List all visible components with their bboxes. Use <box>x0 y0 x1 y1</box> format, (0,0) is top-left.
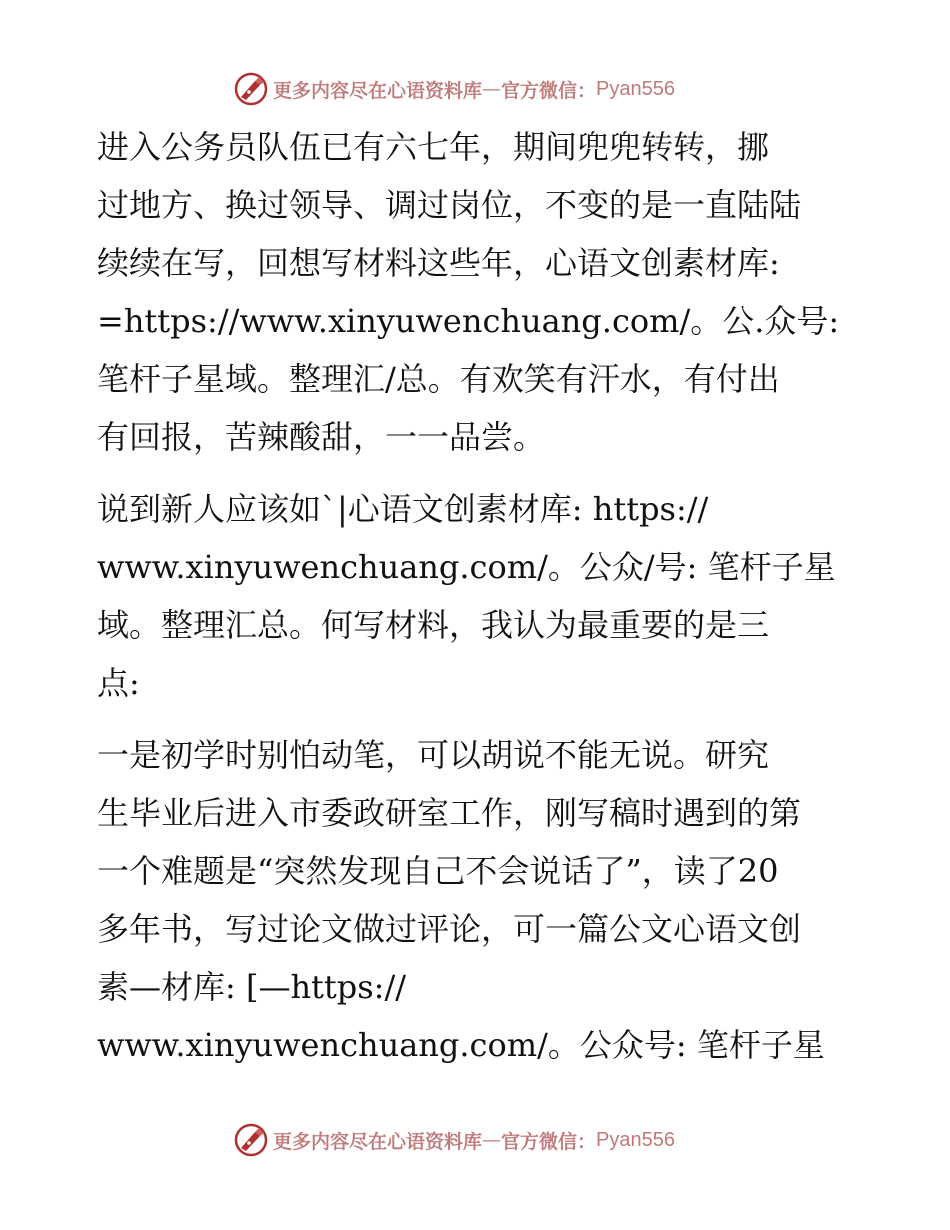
text-line: 一个难题是“突然发现自己不会说话了”，读了20 <box>97 852 779 890</box>
text-line: 过地方、换过领导、调过岗位，不变的是一直陆陆 <box>97 186 802 224</box>
banner-label: 官方微信： <box>501 79 597 102</box>
banner-account: Pyan556 <box>596 77 675 100</box>
text-line: =https://www.xinyuwenchuang.com/。公.众号: <box>97 302 840 340</box>
text-line: 多年书，写过论文做过评论，可一篇公文心语文创 <box>97 910 802 948</box>
text-line: 生毕业后进入市委政研室工作，刚写稿时遇到的第 <box>97 794 802 832</box>
banner-separator: — <box>482 78 502 100</box>
text-line: 点: <box>97 664 140 702</box>
pen-nib-circle-icon <box>233 71 269 107</box>
header-banner <box>233 69 675 109</box>
text-line: www.xinyuwenchuang.com/。公众/号: 笔杆子星 <box>97 548 836 586</box>
paragraph-2 <box>97 480 862 712</box>
banner-text: 更多内容尽在心语资料库 <box>273 1130 483 1153</box>
text-line: 续续在写，回想写材料这些年，心语文创素材库: <box>97 244 780 282</box>
text-line: 素—材库: [—https:// <box>97 968 407 1006</box>
text-line: 笔杆子星域。整理汇/总。有欢笑有汗水，有付出 <box>97 360 780 398</box>
banner-separator: — <box>482 1129 502 1151</box>
text-line: 一是初学时别怕动笔，可以胡说不能无说。研究 <box>97 736 770 774</box>
text-line: 有回报，苦辣酸甜，一一品尝。 <box>97 418 546 456</box>
footer-banner <box>233 1120 675 1160</box>
pen-nib-circle-icon <box>233 1122 269 1158</box>
banner-text: 更多内容尽在心语资料库 <box>273 79 483 102</box>
paragraph-1 <box>97 118 862 466</box>
banner-account: Pyan556 <box>596 1128 675 1151</box>
banner-label: 官方微信： <box>501 1130 597 1153</box>
text-line: 进入公务员队伍已有六七年，期间兜兜转转，挪 <box>97 128 770 166</box>
text-line: 域。整理汇总。何写材料，我认为最重要的是三 <box>97 606 770 644</box>
document-body <box>97 118 862 1088</box>
text-line: www.xinyuwenchuang.com/。公众号: 笔杆子星 <box>97 1026 825 1064</box>
text-line: 说到新人应该如`|心语文创素材库: https:// <box>97 490 709 528</box>
paragraph-3 <box>97 726 862 1074</box>
